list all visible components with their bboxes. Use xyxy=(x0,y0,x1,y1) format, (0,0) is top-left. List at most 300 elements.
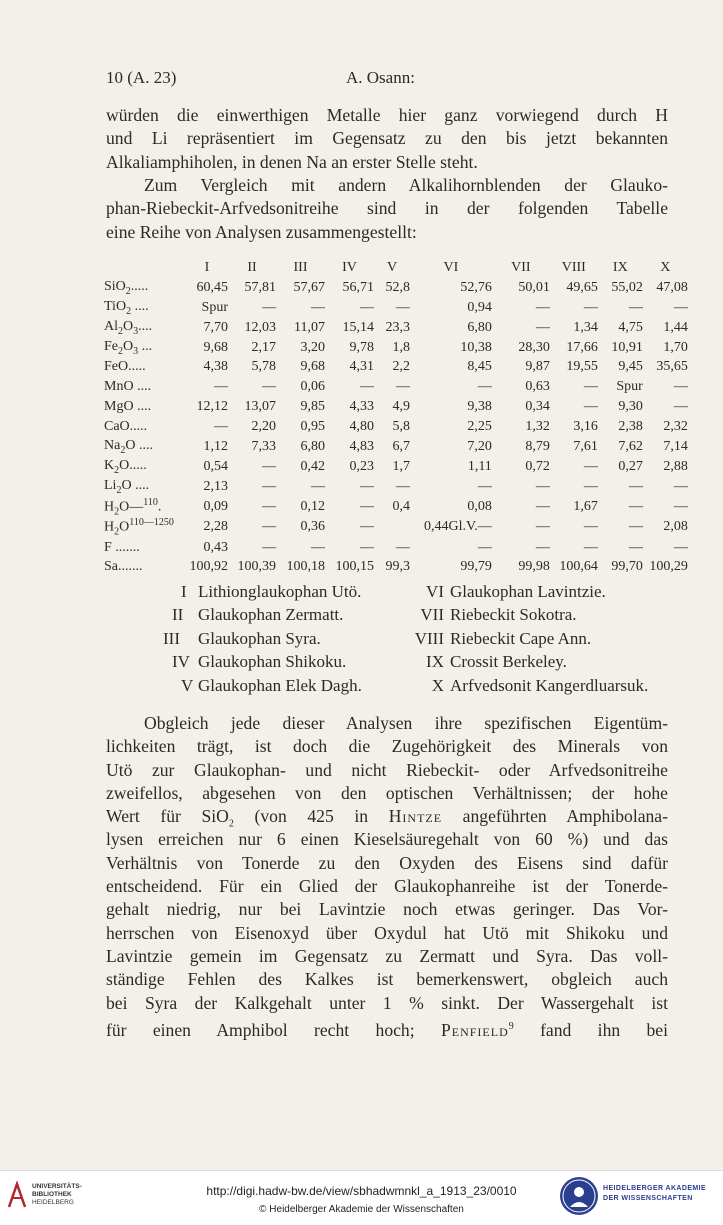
legend-number: VII xyxy=(420,605,444,625)
value-cell: 9,78 xyxy=(349,339,374,355)
oxide-label-part: SiO xyxy=(104,278,126,294)
value-cell: 50,01 xyxy=(518,279,550,295)
value-cell: 0,23 xyxy=(349,458,374,474)
text-line: phan-Riebeckit-Arfvedsonitreihe sind in der folgenden Tabelle xyxy=(106,198,668,219)
table-row xyxy=(104,477,688,497)
oxide-label-part: .... xyxy=(131,298,149,314)
library-name-line: HEIDELBERG xyxy=(32,1199,74,1206)
value-cell: 0,34 xyxy=(525,399,550,415)
oxide-label-part: ..... xyxy=(128,359,146,375)
legend-sample-name: Glaukophan Elek Dagh. xyxy=(198,675,362,695)
text-fragment: (von 425 in xyxy=(233,806,389,827)
legend-number: IX xyxy=(426,652,444,672)
value-cell: 7,14 xyxy=(663,438,688,454)
value-cell: — xyxy=(673,299,688,315)
value-cell: Spur xyxy=(201,299,228,315)
value-cell: — xyxy=(673,539,688,555)
value-cell: — xyxy=(535,498,550,514)
oxide-label-part: 2 xyxy=(118,345,123,357)
value-cell: 0,36 xyxy=(300,519,325,535)
table-row xyxy=(104,338,688,358)
value-cell: — xyxy=(583,478,598,494)
value-cell: 100,18 xyxy=(286,559,325,575)
value-cell: 6,80 xyxy=(300,438,325,454)
oxide-label-part: CaO xyxy=(104,419,130,435)
table-row xyxy=(104,357,688,377)
oxide-label-part: .... xyxy=(133,379,152,395)
text-line: herrschen von Eisenoxyd über Oxydul hat Utö mit Shikoku und xyxy=(106,922,668,943)
oxide-label xyxy=(104,318,186,338)
value-cell: 1,8 xyxy=(392,339,410,355)
table-row xyxy=(104,538,688,558)
value-cell: — xyxy=(583,539,598,555)
value-cell: 9,85 xyxy=(300,399,325,415)
value-cell: 2,20 xyxy=(251,419,276,435)
value-cell: 4,9 xyxy=(392,399,410,415)
oxide-label xyxy=(104,338,186,358)
value-cell: 2,08 xyxy=(663,519,688,535)
text-line: ständige Fehlen des Kalkes ist bemerkenswert, obgleich auch xyxy=(106,969,668,990)
oxide-label-part: 3 xyxy=(133,325,139,337)
value-cell: 0,12 xyxy=(300,498,325,514)
legend-sample-name: Riebeckit Sokotra. xyxy=(450,605,577,625)
text-fragment: fand ihn bei xyxy=(513,1019,668,1040)
value-cell: 9,45 xyxy=(618,359,643,375)
value-cell: — xyxy=(583,379,598,395)
oxide-label-part: ... xyxy=(138,338,153,354)
value-cell: 23,3 xyxy=(385,319,410,335)
value-cell: 4,31 xyxy=(349,359,374,375)
text-fragment: für einen Amphibol recht hoch; xyxy=(106,1019,415,1040)
value-cell: 2,32 xyxy=(663,419,688,435)
value-cell: 12,12 xyxy=(196,399,228,415)
legend-row xyxy=(106,650,668,673)
academy-name-line: HEIDELBERGER AKADEMIE xyxy=(603,1185,707,1192)
oxide-label-part: 2 xyxy=(118,325,123,337)
text-line: Alkaliamphiholen, in denen Na an erster Stelle steht. xyxy=(106,151,478,172)
legend-right-entry xyxy=(404,674,648,697)
value-cell: — xyxy=(396,539,410,555)
value-cell: 13,07 xyxy=(244,399,276,415)
value-cell: 1,7 xyxy=(392,458,410,474)
footnote-ref: 9 xyxy=(508,1020,514,1032)
oxide-label-part: O xyxy=(125,438,136,454)
oxide-label-part: Sa xyxy=(104,559,118,575)
value-cell: — xyxy=(311,299,325,315)
value-cell: 0,4 xyxy=(392,498,410,514)
value-cell: 0,63 xyxy=(525,379,550,395)
value-cell: 99,79 xyxy=(460,559,492,575)
value-cell: — xyxy=(628,519,643,535)
value-cell: 6,7 xyxy=(392,438,410,454)
value-cell: 57,67 xyxy=(293,279,325,295)
value-cell: 100,64 xyxy=(559,559,598,575)
value-cell: — xyxy=(311,539,325,555)
table-row xyxy=(104,517,688,537)
value-cell: 99,3 xyxy=(385,559,410,575)
oxide-label-part: .... xyxy=(133,399,152,415)
value-cell: 100,29 xyxy=(649,559,688,575)
value-cell: — xyxy=(396,478,410,494)
value-cell: — xyxy=(535,319,550,335)
oxide-label-part: .... xyxy=(138,318,153,334)
legend-row xyxy=(106,580,668,603)
legend-number: III xyxy=(163,628,180,648)
value-cell: — xyxy=(360,519,374,535)
legend-sample-name: Arfvedsonit Kangerdluarsuk. xyxy=(450,675,649,695)
oxide-label-part: 2 xyxy=(114,506,120,518)
legend-sample-name: Crossit Berkeley. xyxy=(450,652,567,672)
oxide-label-part: FeO xyxy=(104,359,129,375)
value-cell xyxy=(374,517,410,537)
text-line: Obgleich jede dieser Analysen ihre spezifischen Eigentüm- xyxy=(144,713,668,733)
value-cell: — xyxy=(262,458,276,474)
sample-legend xyxy=(106,580,668,697)
legend-right-entry xyxy=(404,650,567,673)
value-cell: 9,38 xyxy=(467,399,492,415)
value-cell: 4,80 xyxy=(349,419,374,435)
value-cell: — xyxy=(262,498,276,514)
value-cell: 47,08 xyxy=(656,279,688,295)
value-cell: — xyxy=(583,399,598,415)
value-cell: 1,67 xyxy=(573,498,598,514)
value-cell: 1,32 xyxy=(525,419,550,435)
legend-number: VI xyxy=(426,582,444,601)
value-cell: 0,43 xyxy=(203,539,228,555)
legend-number: V xyxy=(181,675,194,695)
value-cell: 99,98 xyxy=(518,559,550,575)
paragraph-2 xyxy=(106,174,668,244)
legend-number: VIII xyxy=(414,628,444,648)
value-cell: — xyxy=(535,299,550,315)
value-cell: — xyxy=(262,379,276,395)
value-cell: Spur xyxy=(616,379,643,395)
oxide-label-part: O xyxy=(123,338,134,354)
value-cell: 1,34 xyxy=(573,319,598,335)
value-cell: 9,30 xyxy=(618,399,643,415)
oxide-label-part: . xyxy=(157,499,162,515)
oxide-label-part: 110 xyxy=(143,496,158,508)
table-header-row xyxy=(104,258,688,278)
value-cell: 6,80 xyxy=(467,319,492,335)
value-cell: 0,08 xyxy=(467,498,492,514)
oxide-label-part: 2 xyxy=(114,464,120,476)
oxide-label-part: O xyxy=(121,477,132,493)
table-row xyxy=(104,318,688,338)
oxide-label-part: TiO xyxy=(104,298,127,314)
value-cell: — xyxy=(673,399,688,415)
paragraph-3 xyxy=(106,712,668,1038)
value-cell: — xyxy=(535,478,550,494)
text-line: gehalt niedrig, nur bei Lavintzie noch etwas geringer. Das Vor- xyxy=(106,899,668,920)
legend-number: IV xyxy=(172,652,190,672)
value-cell: 0,94 xyxy=(467,299,492,315)
oxide-label-part: 110—1250 xyxy=(129,517,174,529)
value-cell: 1,12 xyxy=(203,438,228,454)
legend-number: X xyxy=(431,675,444,695)
oxide-label-part: F xyxy=(104,539,112,555)
value-cell: — xyxy=(396,379,410,395)
value-cell: — xyxy=(262,478,276,494)
oxide-label-part: 3 xyxy=(133,345,139,357)
text-line: lichkeiten trägt, ist doch die Zugehörigkeit des Minerals von xyxy=(106,736,668,757)
value-cell: 0,09 xyxy=(203,498,228,514)
column-header: VI xyxy=(443,259,459,275)
legend-sample-name: Glaukophan Syra. xyxy=(198,628,321,648)
value-cell: 2,17 xyxy=(251,339,276,355)
value-cell: 2,25 xyxy=(467,419,492,435)
value-cell: 1,70 xyxy=(663,339,688,355)
table-row xyxy=(104,457,688,477)
oxide-label-part: H xyxy=(104,519,115,535)
academy-seal-icon xyxy=(560,1177,598,1215)
value-cell: 9,68 xyxy=(203,339,228,355)
value-cell: 5,78 xyxy=(251,359,276,375)
value-cell: 52,76 xyxy=(460,279,492,295)
value-cell: — xyxy=(214,379,228,395)
value-cell: — xyxy=(360,539,374,555)
oxide-label-part: ..... xyxy=(129,419,148,435)
oxide-label xyxy=(104,417,186,437)
analysis-table xyxy=(104,258,688,577)
library-name-line: UNIVERSITÄTS- xyxy=(32,1183,82,1190)
oxide-label-part: ..... xyxy=(130,278,149,294)
value-cell: 60,45 xyxy=(196,279,228,295)
value-cell: — xyxy=(477,478,492,494)
value-cell: — xyxy=(583,458,598,474)
value-cell: 7,61 xyxy=(573,438,598,454)
value-cell: — xyxy=(262,519,276,535)
oxide-label xyxy=(104,437,186,457)
value-cell: 100,15 xyxy=(335,559,374,575)
column-header: III xyxy=(293,259,308,275)
text-line: eine Reihe von Analysen zusammengestellt: xyxy=(106,221,417,242)
value-cell: 4,33 xyxy=(349,399,374,415)
oxide-label-part: 2 xyxy=(125,285,131,297)
legend-sample-name: Lithionglaukophan Utö. xyxy=(198,582,362,601)
oxide-label-part: Fe xyxy=(104,338,118,354)
oxide-label-part: O xyxy=(123,318,134,334)
value-cell: — xyxy=(673,498,688,514)
paragraph-1 xyxy=(106,104,668,174)
value-cell: 7,62 xyxy=(618,438,643,454)
value-cell: 2,88 xyxy=(663,458,688,474)
value-cell: 12,03 xyxy=(244,319,276,335)
legend-sample-name: Riebeckit Cape Ann. xyxy=(450,628,592,648)
oxide-label-part: .... xyxy=(135,438,153,454)
oxide-label-part: MnO xyxy=(104,379,134,395)
oxide-label-part: .... xyxy=(131,477,150,493)
source-url-link[interactable]: http://digi.hadw-bw.de/view/sbhadwmnkl_a_1913_23/0010 xyxy=(206,1184,517,1198)
value-cell: — xyxy=(628,539,643,555)
value-cell: 2,13 xyxy=(203,478,228,494)
value-cell: — xyxy=(477,379,492,395)
oxide-label-part: H xyxy=(104,499,115,515)
value-cell: 10,38 xyxy=(460,339,492,355)
legend-number: II xyxy=(172,605,184,625)
legend-right-entry xyxy=(404,627,591,650)
legend-row xyxy=(106,674,668,697)
value-cell: — xyxy=(360,498,374,514)
value-cell: — xyxy=(311,478,325,494)
table-row xyxy=(104,557,688,577)
subscript: 2 xyxy=(228,818,234,830)
value-cell: 19,55 xyxy=(566,359,598,375)
value-cell: 3,16 xyxy=(573,419,598,435)
value-cell: 57,81 xyxy=(244,279,276,295)
text-line-sio2 xyxy=(106,805,668,828)
text-line: zweifellos, abgesehen von den optischen Verhältnissen; der hohe xyxy=(106,782,668,803)
oxide-label-part: O— xyxy=(119,499,144,515)
oxide-label xyxy=(104,517,186,537)
value-cell: 100,92 xyxy=(189,559,228,575)
value-cell: 15,14 xyxy=(342,319,374,335)
value-cell: 0,06 xyxy=(300,379,325,395)
table-row xyxy=(104,417,688,437)
value-cell: 49,65 xyxy=(566,279,598,295)
value-cell: 99,70 xyxy=(611,559,643,575)
value-cell: 0,54 xyxy=(203,458,228,474)
column-header: IV xyxy=(342,259,357,275)
oxide-label-part: MgO xyxy=(104,399,134,415)
table-row xyxy=(104,278,688,298)
oxide-label-part: 2 xyxy=(114,526,120,538)
value-cell: 52,8 xyxy=(385,279,410,295)
legend-row xyxy=(106,627,668,650)
value-cell: — xyxy=(360,299,374,315)
text-line: entscheidend. Für ein Glied der Glaukophanreihe ist der Tonerde- xyxy=(106,876,668,897)
value-cell: — xyxy=(673,379,688,395)
footer-bar xyxy=(0,1170,723,1225)
value-cell: — xyxy=(535,539,550,555)
value-cell: 3,20 xyxy=(300,339,325,355)
value-cell: 28,30 xyxy=(518,339,550,355)
value-cell: 7,20 xyxy=(467,438,492,454)
oxide-label-part: ..... xyxy=(129,457,147,473)
value-cell: 0,42 xyxy=(300,458,325,474)
value-cell: — xyxy=(396,299,410,315)
author-citation: Penfield xyxy=(440,1019,509,1040)
value-cell: 8,45 xyxy=(467,359,492,375)
text-line: Utö zur Glaukophan- und nicht Riebeckit- oder Arfvedsonitreihe xyxy=(106,759,668,780)
value-cell: 2,2 xyxy=(392,359,410,375)
oxide-label-part: Al xyxy=(104,318,118,334)
oxide-label xyxy=(104,377,186,397)
value-cell: 100,39 xyxy=(237,559,276,575)
legend-sample-name: Glaukophan Zermatt. xyxy=(198,605,344,625)
text-line: und Li repräsentiert im Gegensatz zu den bis jetzt bekannten xyxy=(106,128,668,149)
legend-sample-name: Glaukophan Shikoku. xyxy=(198,652,347,672)
text-fragment: angeführten Amphibolana- xyxy=(442,806,668,827)
value-cell: — xyxy=(360,478,374,494)
oxide-label xyxy=(104,497,186,517)
table-row xyxy=(104,497,688,517)
value-cell: — xyxy=(214,419,228,435)
value-cell: 0,44Gl.V.— xyxy=(424,519,492,535)
oxide-label-part: Na xyxy=(104,438,121,454)
academy-name-line: DER WISSENSCHAFTEN xyxy=(603,1195,693,1202)
oxide-label xyxy=(104,298,186,318)
oxide-label xyxy=(104,557,186,577)
legend-row xyxy=(106,603,668,626)
column-header: VIII xyxy=(561,259,586,275)
value-cell: 0,95 xyxy=(300,419,325,435)
value-cell: — xyxy=(628,498,643,514)
value-cell: — xyxy=(628,299,643,315)
value-cell: 4,38 xyxy=(203,359,228,375)
oxide-label xyxy=(104,357,186,377)
text-line: Lavintzie gemein im Gegensatz zu Zermatt und Syra. Das voll- xyxy=(106,945,668,966)
legend-sample-name: Glaukophan Lavintzie. xyxy=(450,582,606,601)
value-cell: — xyxy=(262,539,276,555)
value-cell: 1,11 xyxy=(467,458,492,474)
value-cell: 17,66 xyxy=(566,339,598,355)
column-header: I xyxy=(204,259,210,275)
value-cell: 7,70 xyxy=(203,319,228,335)
oxide-label xyxy=(104,457,186,477)
value-cell: 5,8 xyxy=(392,419,410,435)
table-row xyxy=(104,437,688,457)
oxide-label-part: 2 xyxy=(116,484,122,496)
value-cell: 2,28 xyxy=(203,519,228,535)
table-row xyxy=(104,397,688,417)
oxide-label-part: Li xyxy=(104,477,117,493)
value-cell: 9,87 xyxy=(525,359,550,375)
text-line: lysen erreichen nur 6 einen Kieselsäuregehalt von 60 %) und das xyxy=(106,829,668,850)
text-fragment: Wert für SiO xyxy=(106,806,229,827)
header-blank-cell xyxy=(104,258,186,278)
value-cell: 4,83 xyxy=(349,438,374,454)
text-line: würden die einwerthigen Metalle hier ganz vorwiegend durch H xyxy=(106,105,668,125)
column-header: X xyxy=(660,259,671,275)
oxide-label xyxy=(104,538,186,558)
oxide-label-part: ....... xyxy=(118,559,143,575)
academy-name xyxy=(603,1184,706,1204)
value-cell: 35,65 xyxy=(656,359,688,375)
value-cell: — xyxy=(628,478,643,494)
text-line-last xyxy=(106,1015,668,1038)
oxide-label-part: K xyxy=(104,457,115,473)
value-cell: — xyxy=(583,299,598,315)
value-cell: 55,02 xyxy=(611,279,643,295)
oxide-label-part: 2 xyxy=(126,305,132,317)
value-cell: 7,33 xyxy=(251,438,276,454)
text-line: Zum Vergleich mit andern Alkalihornblenden der Glauko- xyxy=(144,175,668,195)
value-cell: — xyxy=(673,478,688,494)
column-header: IX xyxy=(612,259,628,275)
value-cell: 4,75 xyxy=(618,319,643,335)
page-reference: 10 (A. 23) xyxy=(106,68,177,87)
running-header xyxy=(106,68,668,92)
oxide-label xyxy=(104,397,186,417)
column-header: VII xyxy=(511,259,531,275)
legend-number: I xyxy=(181,582,187,601)
column-header: II xyxy=(247,259,257,275)
value-cell: 56,71 xyxy=(342,279,374,295)
value-cell: — xyxy=(262,299,276,315)
oxide-label xyxy=(104,477,186,497)
oxide-label xyxy=(104,278,186,298)
copyright-notice: © Heidelberger Akademie der Wissenschaften xyxy=(259,1204,464,1215)
text-line: Verhältnis von Tonerde zu den Oxyden des Eisens sind dafür xyxy=(106,852,668,873)
value-cell: 8,79 xyxy=(525,438,550,454)
text-line: bei Syra der Kalkgehalt unter 1 % sinkt. Der Wassergehalt ist xyxy=(106,992,668,1013)
table-row xyxy=(104,298,688,318)
column-header: V xyxy=(386,259,398,275)
legend-right-entry xyxy=(404,580,606,603)
legend-right-entry xyxy=(404,603,577,626)
value-cell: 10,91 xyxy=(611,339,643,355)
